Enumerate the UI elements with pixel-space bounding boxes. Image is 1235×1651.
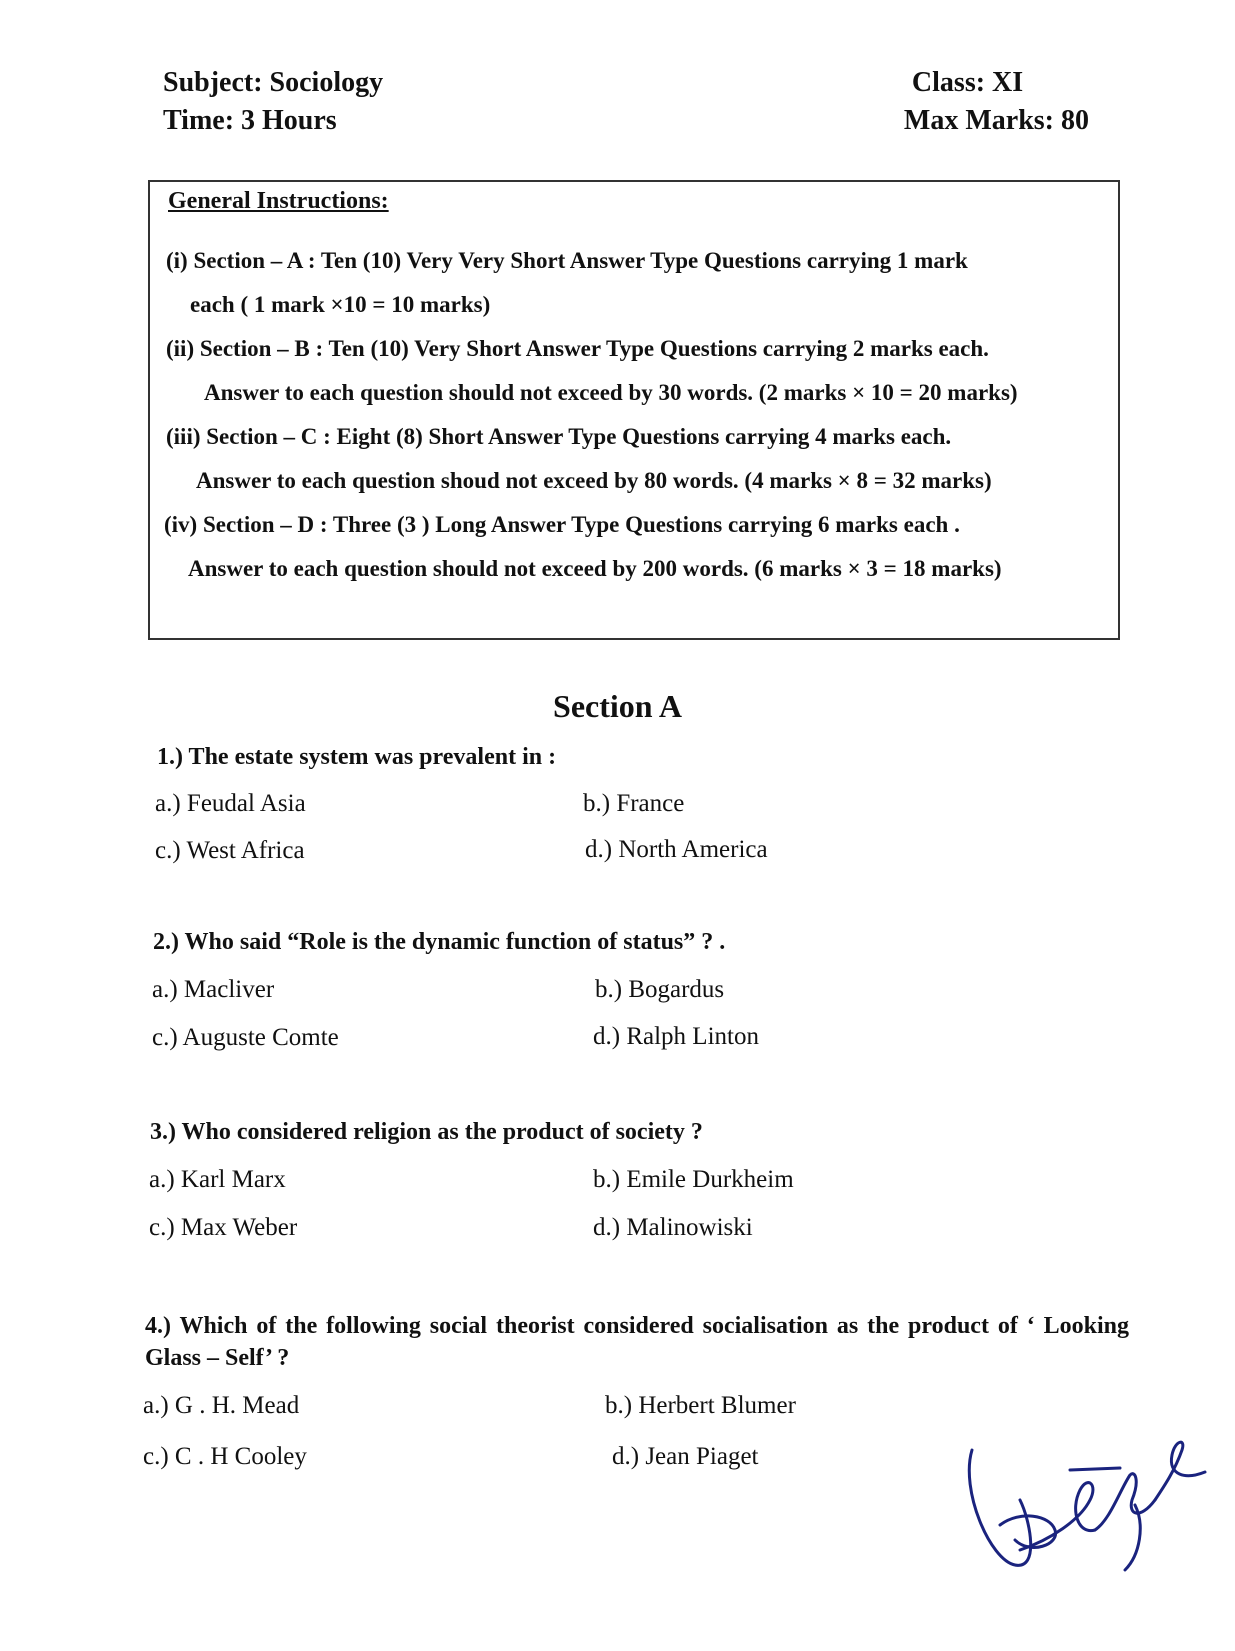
instruction-line: (i) Section – A : Ten (10) Very Very Short Answer Type Questions carrying 1 mark <box>166 248 968 273</box>
option-4b: b.) Herbert Blumer <box>605 1392 796 1419</box>
header-left <box>163 64 383 140</box>
section-title: Section A <box>553 688 682 724</box>
option-4a: a.) G . H. Mead <box>143 1392 300 1419</box>
question-1: 1.) The estate system was prevalent in : <box>157 744 557 770</box>
option-3a: a.) Karl Marx <box>149 1166 286 1193</box>
option-3b: b.) Emile Durkheim <box>593 1166 794 1193</box>
option-1a: a.) Feudal Asia <box>155 790 306 817</box>
instruction-line: Answer to each question should not exceed by 200 words. (6 marks × 3 = 18 marks) <box>188 556 1002 581</box>
option-4d: d.) Jean Piaget <box>612 1443 759 1470</box>
option-3d: d.) Malinowiski <box>593 1214 753 1241</box>
signature-icon <box>960 1430 1210 1580</box>
instruction-line: (iii) Section – C : Eight (8) Short Answer Type Questions carrying 4 marks each. <box>166 424 952 449</box>
option-2c: c.) Auguste Comte <box>152 1024 339 1051</box>
instruction-line: Answer to each question should not exceed by 30 words. (2 marks × 10 = 20 marks) <box>204 380 1018 405</box>
max-marks-label: Max Marks: 80 <box>903 105 1089 136</box>
option-3c: c.) Max Weber <box>149 1214 298 1241</box>
instruction-line: Answer to each question shoud not exceed by 80 words. (4 marks × 8 = 32 marks) <box>196 468 992 493</box>
instruction-line: each ( 1 mark ×10 = 10 marks) <box>190 292 491 317</box>
instructions-box <box>148 180 1120 640</box>
question-2: 2.) Who said “Role is the dynamic function of status” ? . <box>153 929 726 955</box>
instructions-title: General Instructions: <box>168 188 389 214</box>
header-right <box>904 64 1089 140</box>
option-2a: a.) Macliver <box>152 976 275 1003</box>
option-1c: c.) West Africa <box>155 837 305 864</box>
time-label: Time: 3 Hours <box>163 105 337 136</box>
option-1b: b.) France <box>583 790 685 817</box>
instruction-line: (iv) Section – D : Three (3 ) Long Answer Type Questions carrying 6 marks each . <box>164 512 960 537</box>
option-4c: c.) C . H Cooley <box>143 1443 307 1470</box>
option-2d: d.) Ralph Linton <box>593 1023 759 1050</box>
option-1d: d.) North America <box>585 836 768 863</box>
class-label: Class: XI <box>911 67 1024 98</box>
option-2b: b.) Bogardus <box>595 976 725 1003</box>
subject-label: Subject: Sociology <box>163 67 384 98</box>
instruction-line: (ii) Section – B : Ten (10) Very Short Answer Type Questions carrying 2 marks each. <box>166 336 989 361</box>
question-4: 4.) Which of the following social theorist considered socialisation as the product of ‘ Looking Glass – Self’ ? <box>145 1313 1129 1371</box>
question-3: 3.) Who considered religion as the product of society ? <box>150 1119 703 1145</box>
